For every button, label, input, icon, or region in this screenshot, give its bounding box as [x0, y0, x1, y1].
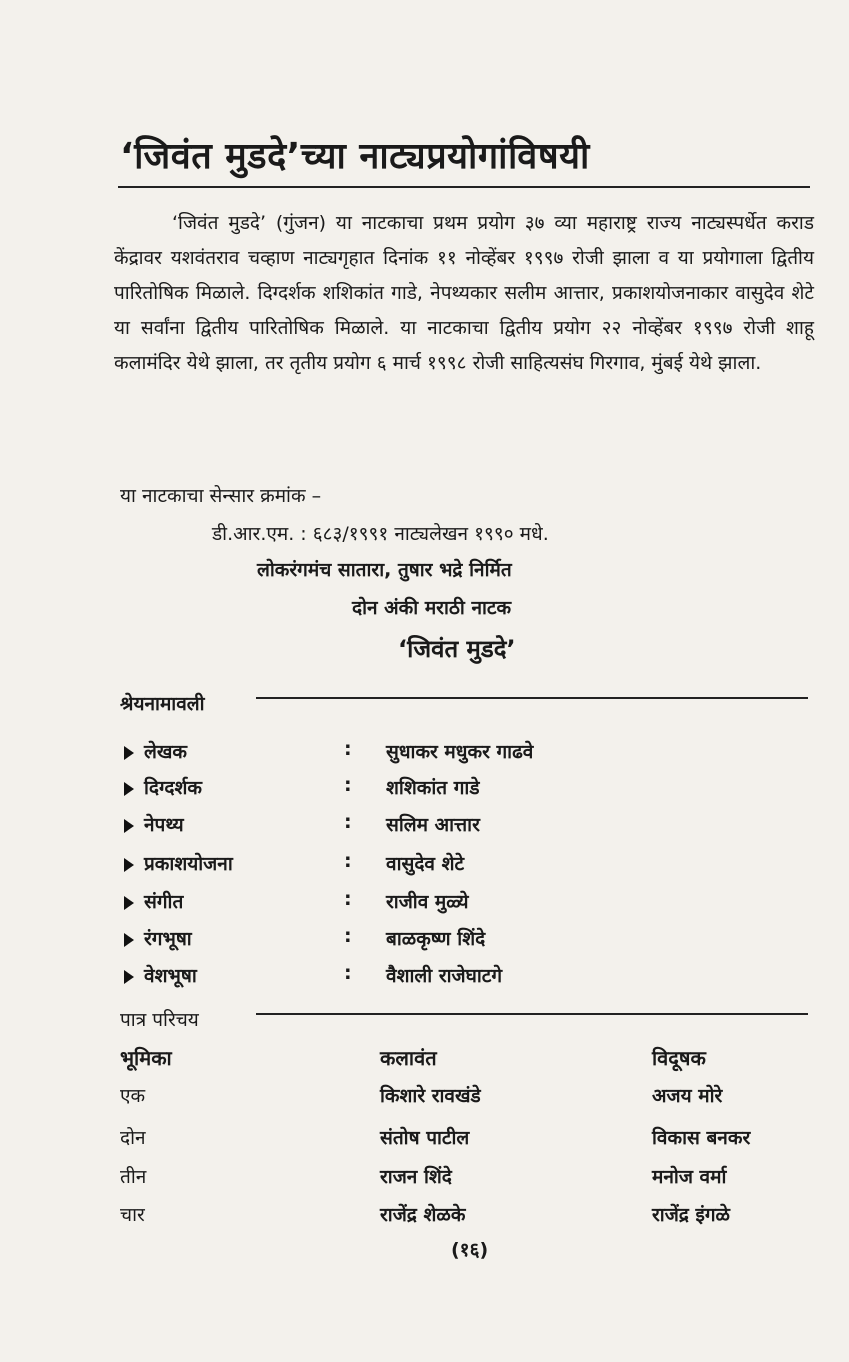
pointer-icon — [124, 858, 134, 872]
cast-artist: राजन शिंदे — [380, 1166, 452, 1188]
credit-name: सुधाकर मधुकर गाढवे — [386, 741, 534, 763]
paragraph-text: ‘जिवंत मुडदे’ (गुंजन) या नाटकाचा प्रथम प्रयोग ३७ व्या महाराष्ट्र राज्य नाट्यस्पर्धेत कराड केंद्रावर यशवंतराव चव्हाण नाट्यगृहात दिनांक ११ नोव्हेंबर १९९७ रोजी झाला व या प्रयोगाला द्वितीय पारितोषिक मिळाले. दिग्दर्शक शशिकांत गाडे, नेपथ्यकार सलीम आत्तार, प्रकाशयोजनाकार वासुदेव शेटे या सर्वांना द्वितीय पारितोषिक मिळाले. या नाटकाचा द्वितीय प्रयोग २२ नोव्हेंबर १९९७ रोजी शाहू कलामंदिर येथे झाला, तर तृतीय प्रयोग ६ मार्च १९९८ रोजी साहित्यसंघ गिरगाव, मुंबई येथे झाला. — [114, 212, 814, 374]
pointer-icon — [124, 819, 134, 833]
cast-artist: किशारे रावखंडे — [380, 1085, 481, 1107]
credit-role: रंगभूषा — [144, 928, 192, 950]
pointer-icon — [124, 896, 134, 910]
cast-clown: अजय मोरे — [652, 1085, 723, 1107]
producer-line: लोकरंगमंच सातारा, तुषार भद्रे निर्मित — [257, 559, 512, 581]
credit-colon: : — [344, 962, 352, 984]
title-underline — [118, 186, 810, 188]
credit-row — [124, 738, 624, 774]
cast-role: एक — [120, 1085, 146, 1107]
credit-name: वैशाली राजेघाटगे — [386, 965, 503, 987]
cast-role: दोन — [120, 1127, 146, 1149]
credit-name: शशिकांत गाडे — [386, 777, 480, 799]
page-number: (१६) — [451, 1239, 489, 1261]
credit-role: लेखक — [144, 741, 188, 763]
credit-role: संगीत — [144, 891, 184, 913]
credit-role: दिग्दर्शक — [144, 777, 202, 799]
credit-colon: : — [344, 811, 352, 833]
censor-label: या नाटकाचा सेन्सार क्रमांक – — [120, 485, 322, 507]
cast-column-artist: कलावंत — [380, 1046, 437, 1070]
credit-row — [124, 811, 624, 847]
play-title: ‘जिवंत मुडदे’ — [398, 635, 516, 663]
cast-clown: विकास बनकर — [652, 1127, 751, 1149]
cast-clown: राजेंद्र इंगळे — [652, 1204, 730, 1226]
credit-colon: : — [344, 888, 352, 910]
credit-row — [124, 925, 624, 961]
cast-rule — [256, 1013, 808, 1015]
credit-row — [124, 888, 624, 924]
cast-row — [0, 1163, 849, 1197]
credit-name: वासुदेव शेटे — [386, 853, 465, 875]
credit-role: प्रकाशयोजना — [144, 853, 233, 875]
cast-column-clown: विदूषक — [652, 1046, 706, 1070]
credit-row — [124, 962, 624, 998]
credits-rule — [256, 697, 808, 699]
credit-name: सलिम आत्तार — [386, 814, 480, 836]
pointer-icon — [124, 782, 134, 796]
cast-heading: पात्र परिचय — [120, 1009, 199, 1031]
cast-clown: मनोज वर्मा — [652, 1166, 727, 1188]
cast-row — [0, 1082, 849, 1116]
pointer-icon — [124, 933, 134, 947]
credit-row — [124, 850, 624, 886]
credit-colon: : — [344, 774, 352, 796]
page-title: ‘जिवंत मुडदे’च्या नाट्यप्रयोगांविषयी — [120, 136, 590, 177]
credit-name: बाळकृष्ण शिंदे — [386, 928, 486, 950]
body-paragraph — [114, 206, 814, 381]
cast-role: तीन — [120, 1166, 147, 1188]
credit-colon: : — [344, 925, 352, 947]
cast-artist: राजेंद्र शेळके — [380, 1204, 466, 1226]
credit-colon: : — [344, 850, 352, 872]
pointer-icon — [124, 746, 134, 760]
credits-heading: श्रेयनामावली — [120, 693, 205, 715]
cast-row — [0, 1124, 849, 1158]
credit-role: नेपथ्य — [144, 814, 184, 836]
pointer-icon — [124, 970, 134, 984]
cast-role: चार — [120, 1204, 145, 1226]
credit-colon: : — [344, 738, 352, 760]
cast-column-role: भूमिका — [120, 1046, 172, 1070]
credit-role: वेशभूषा — [144, 965, 197, 987]
play-type-line: दोन अंकी मराठी नाटक — [352, 597, 512, 619]
credit-name: राजीव मुळ्ये — [386, 891, 469, 913]
cast-row — [0, 1201, 849, 1235]
credit-row — [124, 774, 624, 810]
cast-artist: संतोष पाटील — [380, 1127, 470, 1149]
censor-number-line: डी.आर.एम. : ६८३/१९९१ नाट्यलेखन १९९० मधे. — [212, 523, 549, 545]
